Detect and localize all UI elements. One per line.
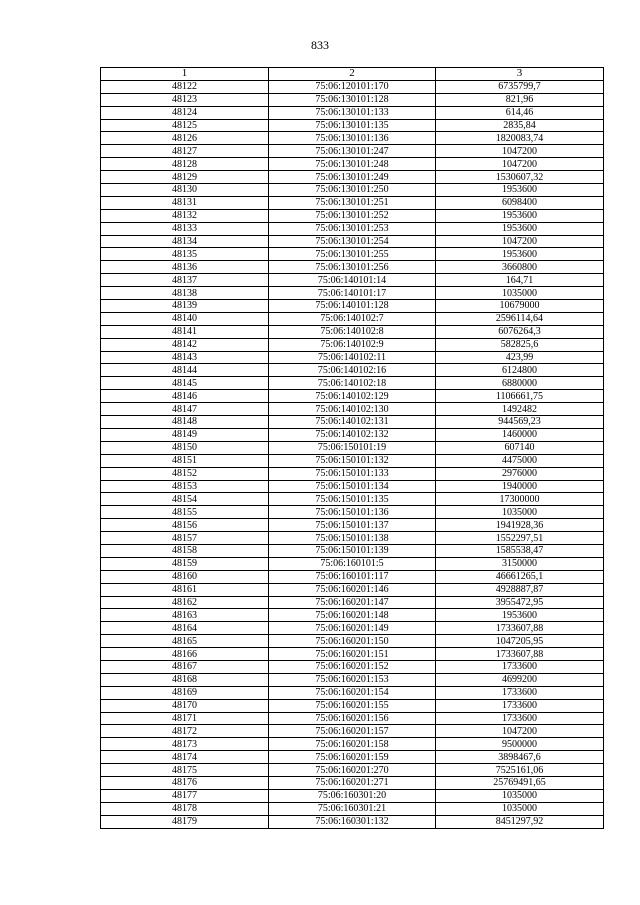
table-row: [101, 287, 604, 300]
table-row: [101, 390, 604, 403]
table-row: [101, 325, 604, 338]
cadastral-number-cell: 75:06:140102:129: [269, 390, 436, 403]
cadastral-number-cell: 75:06:130101:252: [269, 209, 436, 222]
value-cell: 46661265,1: [436, 570, 604, 583]
value-cell: 4928887,87: [436, 583, 604, 596]
row-number-cell: 48176: [101, 776, 269, 789]
row-number-cell: 48129: [101, 171, 269, 184]
value-cell: 3898467,6: [436, 751, 604, 764]
cadastral-number-cell: 75:06:150101:133: [269, 467, 436, 480]
row-number-cell: 48149: [101, 428, 269, 441]
cadastral-number-cell: 75:06:130101:251: [269, 196, 436, 209]
cadastral-number-cell: 75:06:140102:130: [269, 403, 436, 416]
value-cell: 1953600: [436, 609, 604, 622]
cadastral-number-cell: 75:06:140101:14: [269, 274, 436, 287]
value-cell: 1530607,32: [436, 171, 604, 184]
table-row: [101, 686, 604, 699]
table-row: [101, 583, 604, 596]
cadastral-number-cell: 75:06:140102:9: [269, 338, 436, 351]
cadastral-number-cell: 75:06:130101:247: [269, 145, 436, 158]
value-cell: 614,46: [436, 106, 604, 119]
table-row: [101, 145, 604, 158]
data-table: [100, 67, 604, 829]
value-cell: 1047200: [436, 145, 604, 158]
cadastral-number-cell: 75:06:150101:138: [269, 532, 436, 545]
cadastral-number-cell: 75:06:130101:256: [269, 261, 436, 274]
table-row: [101, 416, 604, 429]
cadastral-number-cell: 75:06:140102:18: [269, 377, 436, 390]
table-row: [101, 557, 604, 570]
table-row: [101, 648, 604, 661]
value-cell: 9500000: [436, 738, 604, 751]
table-row: [101, 209, 604, 222]
table-row: [101, 403, 604, 416]
table-row: [101, 248, 604, 261]
cadastral-number-cell: 75:06:130101:248: [269, 158, 436, 171]
cadastral-number-cell: 75:06:130101:255: [269, 248, 436, 261]
row-number-cell: 48178: [101, 802, 269, 815]
value-cell: 582825,6: [436, 338, 604, 351]
row-number-cell: 48158: [101, 544, 269, 557]
value-cell: 1035000: [436, 802, 604, 815]
table-row: [101, 428, 604, 441]
table-row: [101, 506, 604, 519]
cadastral-number-cell: 75:06:130101:249: [269, 171, 436, 184]
cadastral-number-cell: 75:06:160301:21: [269, 802, 436, 815]
cadastral-number-cell: 75:06:150101:19: [269, 441, 436, 454]
table-row: [101, 480, 604, 493]
cadastral-number-cell: 75:06:160201:149: [269, 622, 436, 635]
row-number-cell: 48123: [101, 93, 269, 106]
row-number-cell: 48165: [101, 635, 269, 648]
value-cell: 1733600: [436, 686, 604, 699]
row-number-cell: 48140: [101, 312, 269, 325]
cadastral-number-cell: 75:06:130101:253: [269, 222, 436, 235]
cadastral-number-cell: 75:06:160201:155: [269, 699, 436, 712]
cadastral-number-cell: 75:06:160201:156: [269, 712, 436, 725]
table-row: [101, 106, 604, 119]
table-row: [101, 660, 604, 673]
row-number-cell: 48137: [101, 274, 269, 287]
value-cell: 1953600: [436, 209, 604, 222]
table-row: [101, 274, 604, 287]
column-header-3: 3: [436, 68, 604, 81]
value-cell: 1941928,36: [436, 519, 604, 532]
value-cell: 1733607,88: [436, 622, 604, 635]
value-cell: 7525161,06: [436, 764, 604, 777]
value-cell: 1106661,75: [436, 390, 604, 403]
row-number-cell: 48145: [101, 377, 269, 390]
value-cell: 3660800: [436, 261, 604, 274]
row-number-cell: 48139: [101, 300, 269, 313]
value-cell: 1733600: [436, 699, 604, 712]
value-cell: 1733607,88: [436, 648, 604, 661]
value-cell: 4699200: [436, 673, 604, 686]
table-row: [101, 725, 604, 738]
row-number-cell: 48173: [101, 738, 269, 751]
cadastral-number-cell: 75:06:160201:153: [269, 673, 436, 686]
table-row: [101, 673, 604, 686]
cadastral-number-cell: 75:06:160201:148: [269, 609, 436, 622]
row-number-cell: 48179: [101, 815, 269, 828]
value-cell: 1733600: [436, 712, 604, 725]
table-row: [101, 699, 604, 712]
row-number-cell: 48148: [101, 416, 269, 429]
table-row: [101, 261, 604, 274]
row-number-cell: 48177: [101, 789, 269, 802]
cadastral-number-cell: 75:06:130101:136: [269, 132, 436, 145]
cadastral-number-cell: 75:06:140102:16: [269, 364, 436, 377]
row-number-cell: 48170: [101, 699, 269, 712]
cadastral-number-cell: 75:06:160201:271: [269, 776, 436, 789]
table-header: [101, 68, 604, 81]
value-cell: 1035000: [436, 287, 604, 300]
value-cell: 1585538,47: [436, 544, 604, 557]
value-cell: 6124800: [436, 364, 604, 377]
cadastral-number-cell: 75:06:140101:128: [269, 300, 436, 313]
value-cell: 1047200: [436, 158, 604, 171]
value-cell: 1047205,95: [436, 635, 604, 648]
table-row: [101, 570, 604, 583]
table-row: [101, 622, 604, 635]
row-number-cell: 48122: [101, 80, 269, 93]
cadastral-number-cell: 75:06:160301:132: [269, 815, 436, 828]
cadastral-number-cell: 75:06:160201:147: [269, 596, 436, 609]
row-number-cell: 48167: [101, 660, 269, 673]
table-row: [101, 171, 604, 184]
row-number-cell: 48151: [101, 454, 269, 467]
row-number-cell: 48132: [101, 209, 269, 222]
value-cell: 1047200: [436, 725, 604, 738]
row-number-cell: 48162: [101, 596, 269, 609]
value-cell: 3150000: [436, 557, 604, 570]
column-header-2: 2: [269, 68, 436, 81]
value-cell: 1733600: [436, 660, 604, 673]
row-number-cell: 48131: [101, 196, 269, 209]
row-number-cell: 48138: [101, 287, 269, 300]
table-row: [101, 751, 604, 764]
cadastral-number-cell: 75:06:140102:132: [269, 428, 436, 441]
row-number-cell: 48141: [101, 325, 269, 338]
value-cell: 2596114,64: [436, 312, 604, 325]
row-number-cell: 48172: [101, 725, 269, 738]
row-number-cell: 48174: [101, 751, 269, 764]
row-number-cell: 48175: [101, 764, 269, 777]
table-row: [101, 789, 604, 802]
cadastral-number-cell: 75:06:150101:134: [269, 480, 436, 493]
table-row: [101, 519, 604, 532]
cadastral-number-cell: 75:06:160201:157: [269, 725, 436, 738]
row-number-cell: 48124: [101, 106, 269, 119]
row-number-cell: 48144: [101, 364, 269, 377]
table-row: [101, 222, 604, 235]
row-number-cell: 48159: [101, 557, 269, 570]
row-number-cell: 48153: [101, 480, 269, 493]
row-number-cell: 48150: [101, 441, 269, 454]
value-cell: 1047200: [436, 235, 604, 248]
table-row: [101, 338, 604, 351]
table-row: [101, 93, 604, 106]
value-cell: 6880000: [436, 377, 604, 390]
table-row: [101, 300, 604, 313]
value-cell: 1492482: [436, 403, 604, 416]
value-cell: 3955472,95: [436, 596, 604, 609]
value-cell: 25769491,65: [436, 776, 604, 789]
value-cell: 1552297,51: [436, 532, 604, 545]
table-row: [101, 467, 604, 480]
cadastral-number-cell: 75:06:150101:135: [269, 493, 436, 506]
value-cell: 4475000: [436, 454, 604, 467]
table-row: [101, 609, 604, 622]
row-number-cell: 48136: [101, 261, 269, 274]
table-row: [101, 80, 604, 93]
value-cell: 6076264,3: [436, 325, 604, 338]
row-number-cell: 48126: [101, 132, 269, 145]
value-cell: 10679000: [436, 300, 604, 313]
table-row: [101, 596, 604, 609]
row-number-cell: 48142: [101, 338, 269, 351]
cadastral-number-cell: 75:06:140102:131: [269, 416, 436, 429]
value-cell: 6735799,7: [436, 80, 604, 93]
table-row: [101, 544, 604, 557]
cadastral-number-cell: 75:06:140102:8: [269, 325, 436, 338]
table-row: [101, 738, 604, 751]
row-number-cell: 48146: [101, 390, 269, 403]
cadastral-number-cell: 75:06:160201:152: [269, 660, 436, 673]
row-number-cell: 48156: [101, 519, 269, 532]
cadastral-number-cell: 75:06:160201:158: [269, 738, 436, 751]
cadastral-number-cell: 75:06:150101:137: [269, 519, 436, 532]
row-number-cell: 48128: [101, 158, 269, 171]
table-row: [101, 351, 604, 364]
cadastral-number-cell: 75:06:130101:133: [269, 106, 436, 119]
table-row: [101, 635, 604, 648]
table-row: [101, 802, 604, 815]
row-number-cell: 48133: [101, 222, 269, 235]
row-number-cell: 48154: [101, 493, 269, 506]
value-cell: 1035000: [436, 506, 604, 519]
cadastral-number-cell: 75:06:150101:139: [269, 544, 436, 557]
header-row: [101, 68, 604, 81]
value-cell: 607140: [436, 441, 604, 454]
cadastral-number-cell: 75:06:150101:132: [269, 454, 436, 467]
cadastral-number-cell: 75:06:150101:136: [269, 506, 436, 519]
value-cell: 1820083,74: [436, 132, 604, 145]
cadastral-number-cell: 75:06:160101:5: [269, 557, 436, 570]
cadastral-number-cell: 75:06:160201:270: [269, 764, 436, 777]
cadastral-number-cell: 75:06:140102:11: [269, 351, 436, 364]
cadastral-number-cell: 75:06:160201:154: [269, 686, 436, 699]
value-cell: 423,99: [436, 351, 604, 364]
row-number-cell: 48135: [101, 248, 269, 261]
row-number-cell: 48169: [101, 686, 269, 699]
cadastral-number-cell: 75:06:160201:146: [269, 583, 436, 596]
value-cell: 6098400: [436, 196, 604, 209]
row-number-cell: 48164: [101, 622, 269, 635]
cadastral-number-cell: 75:06:160201:150: [269, 635, 436, 648]
row-number-cell: 48155: [101, 506, 269, 519]
value-cell: 1940000: [436, 480, 604, 493]
row-number-cell: 48125: [101, 119, 269, 132]
row-number-cell: 48163: [101, 609, 269, 622]
row-number-cell: 48130: [101, 184, 269, 197]
value-cell: 2976000: [436, 467, 604, 480]
cadastral-number-cell: 75:06:160101:117: [269, 570, 436, 583]
row-number-cell: 48127: [101, 145, 269, 158]
row-number-cell: 48134: [101, 235, 269, 248]
cadastral-number-cell: 75:06:160301:20: [269, 789, 436, 802]
row-number-cell: 48147: [101, 403, 269, 416]
table-row: [101, 235, 604, 248]
cadastral-number-cell: 75:06:160201:151: [269, 648, 436, 661]
value-cell: 1460000: [436, 428, 604, 441]
row-number-cell: 48166: [101, 648, 269, 661]
cadastral-number-cell: 75:06:140102:7: [269, 312, 436, 325]
cadastral-number-cell: 75:06:160201:159: [269, 751, 436, 764]
table-row: [101, 158, 604, 171]
row-number-cell: 48160: [101, 570, 269, 583]
table-row: [101, 776, 604, 789]
table-row: [101, 132, 604, 145]
cadastral-number-cell: 75:06:130101:128: [269, 93, 436, 106]
table-row: [101, 377, 604, 390]
value-cell: 8451297,92: [436, 815, 604, 828]
table-row: [101, 454, 604, 467]
value-cell: 164,71: [436, 274, 604, 287]
cadastral-number-cell: 75:06:140101:17: [269, 287, 436, 300]
table-row: [101, 119, 604, 132]
table-row: [101, 764, 604, 777]
cadastral-number-cell: 75:06:120101:170: [269, 80, 436, 93]
cadastral-number-cell: 75:06:130101:250: [269, 184, 436, 197]
cadastral-number-cell: 75:06:130101:135: [269, 119, 436, 132]
row-number-cell: 48161: [101, 583, 269, 596]
value-cell: 1953600: [436, 184, 604, 197]
value-cell: 2835,84: [436, 119, 604, 132]
table-row: [101, 184, 604, 197]
table-row: [101, 441, 604, 454]
row-number-cell: 48168: [101, 673, 269, 686]
cadastral-number-cell: 75:06:130101:254: [269, 235, 436, 248]
table-row: [101, 815, 604, 828]
page-number: 833: [311, 38, 329, 52]
table-row: [101, 312, 604, 325]
value-cell: 821,96: [436, 93, 604, 106]
row-number-cell: 48152: [101, 467, 269, 480]
table-body: [101, 80, 604, 828]
table-row: [101, 712, 604, 725]
table-row: [101, 532, 604, 545]
value-cell: 17300000: [436, 493, 604, 506]
table-row: [101, 196, 604, 209]
table-row: [101, 364, 604, 377]
value-cell: 1953600: [436, 248, 604, 261]
value-cell: 1953600: [436, 222, 604, 235]
row-number-cell: 48143: [101, 351, 269, 364]
value-cell: 1035000: [436, 789, 604, 802]
value-cell: 944569,23: [436, 416, 604, 429]
table-row: [101, 493, 604, 506]
row-number-cell: 48157: [101, 532, 269, 545]
column-header-1: 1: [101, 68, 269, 81]
row-number-cell: 48171: [101, 712, 269, 725]
